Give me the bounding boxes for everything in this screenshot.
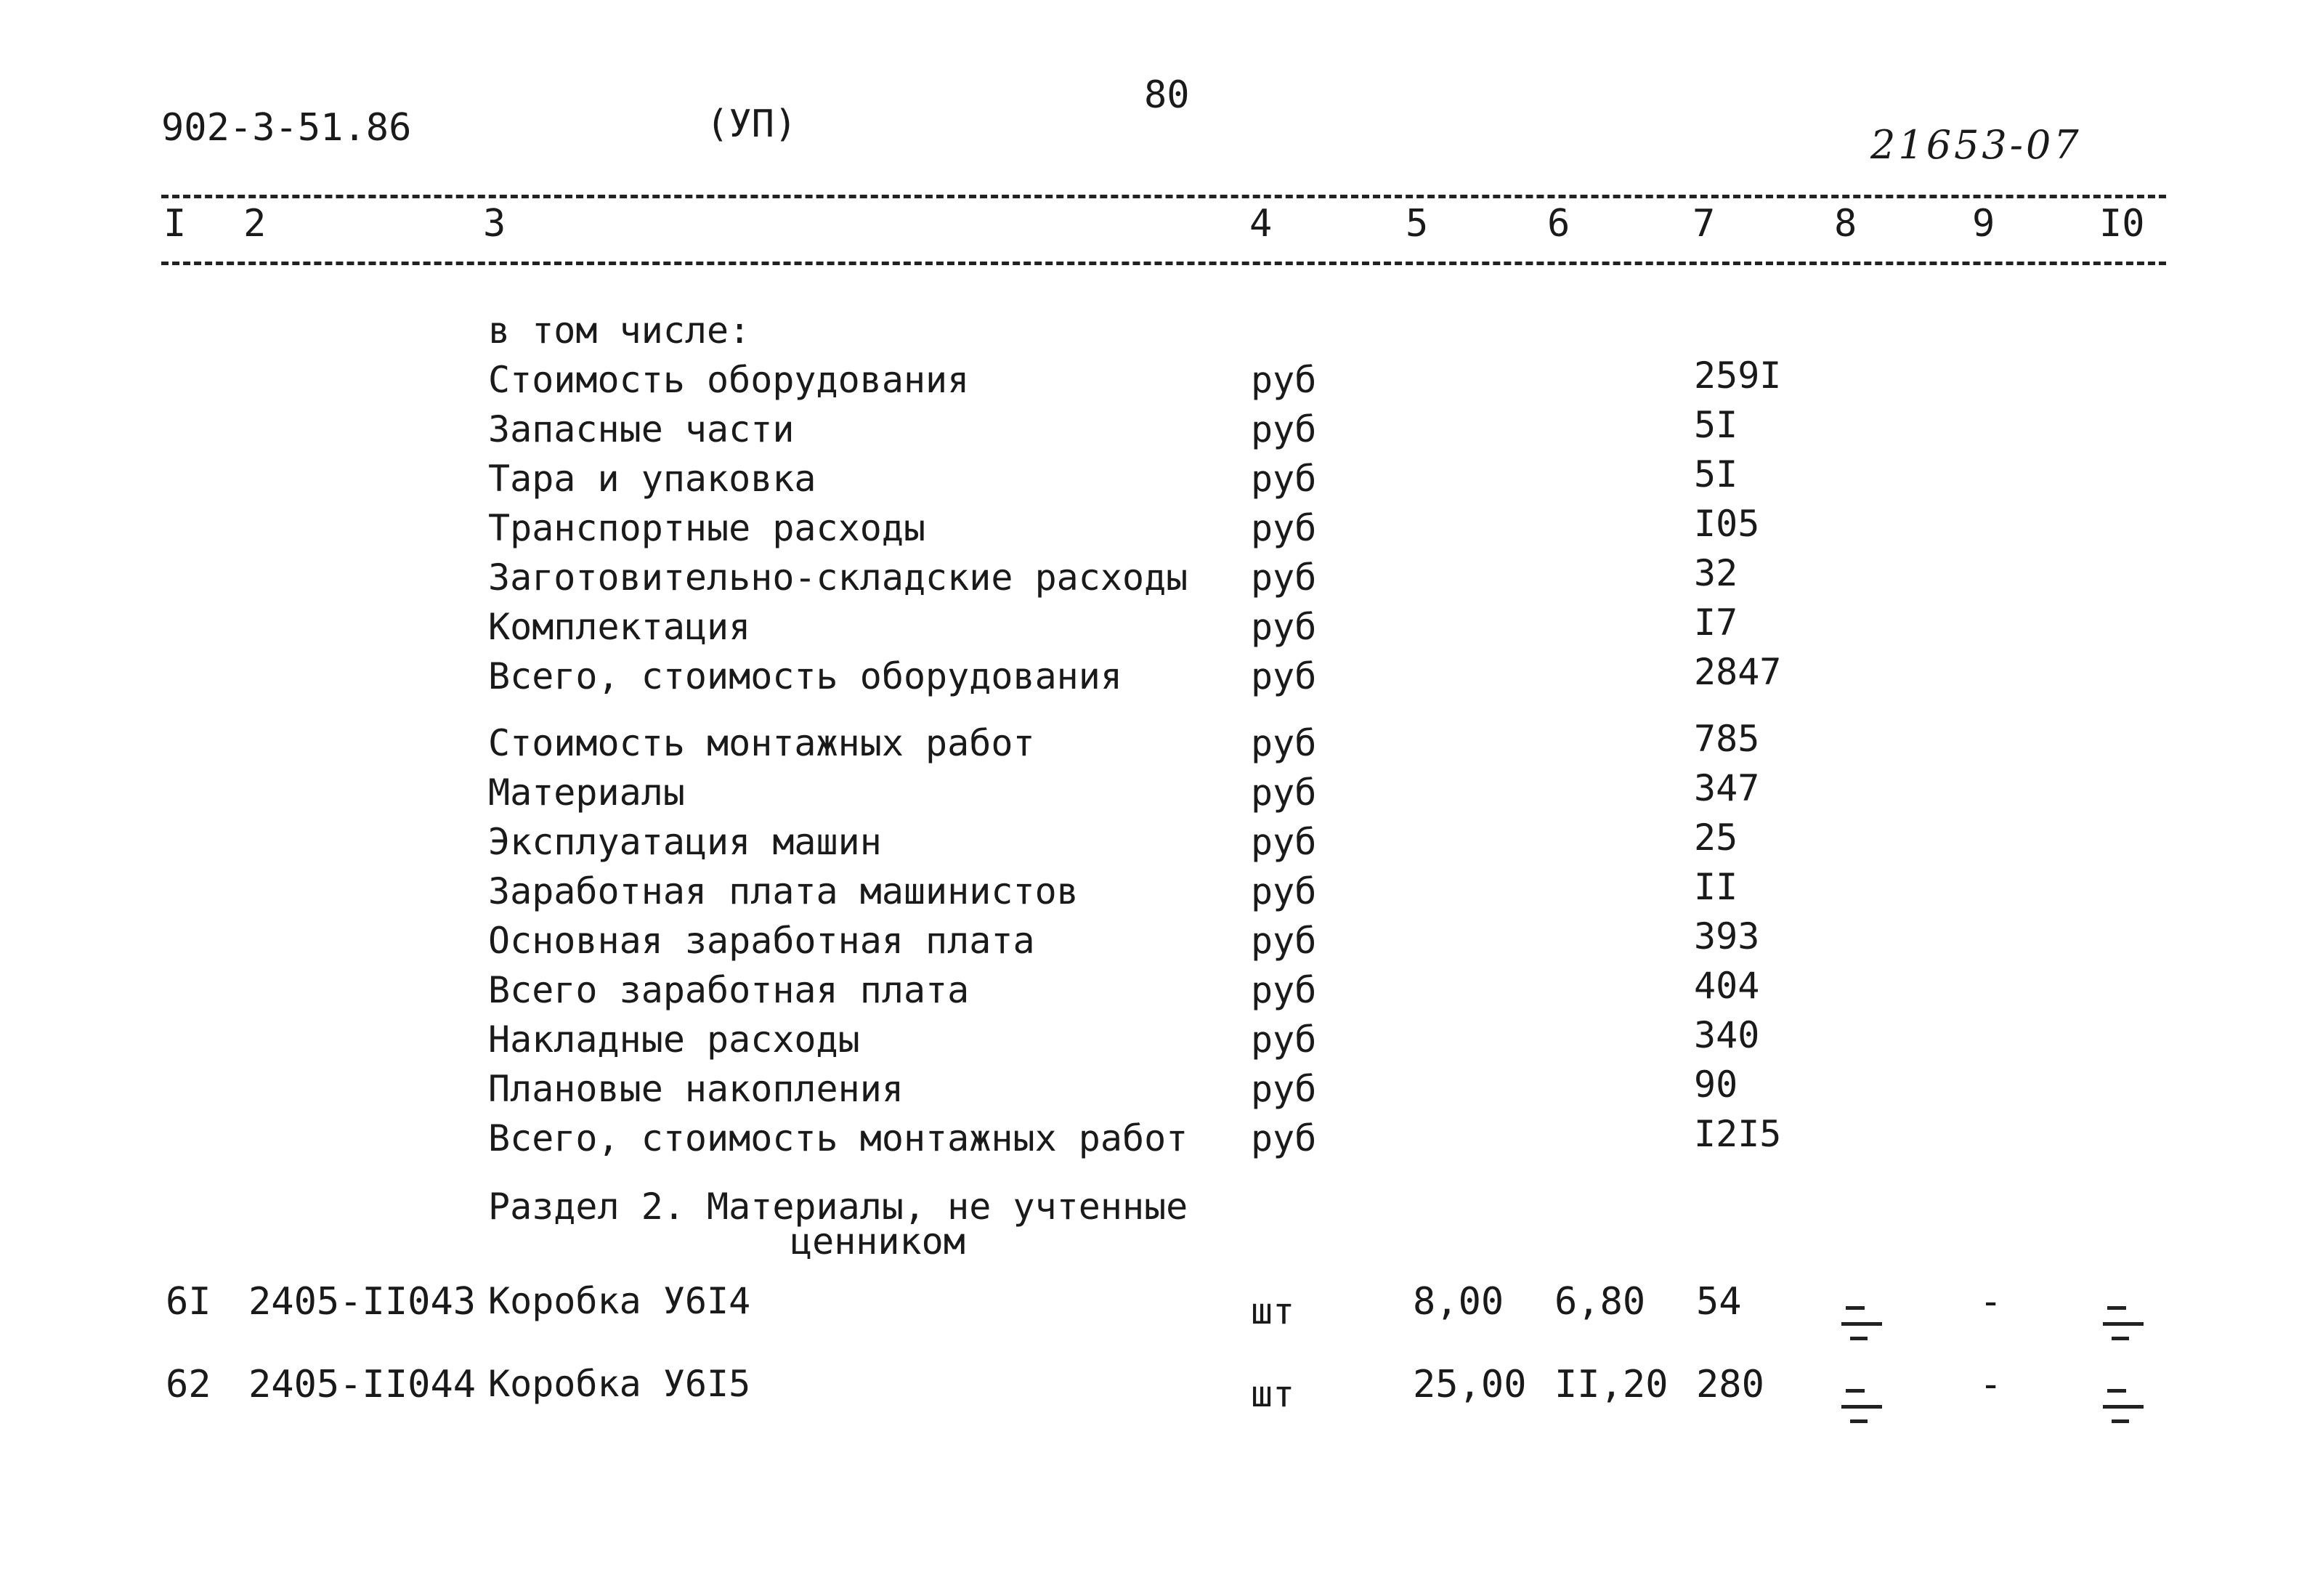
row-label: Основная заработная плата: [488, 920, 1035, 962]
row-unit: руб: [1251, 556, 1317, 599]
row-value: 90: [1694, 1064, 1738, 1106]
row-value: 393: [1694, 915, 1760, 957]
row-label: Заготовительно-складские расходы: [488, 556, 1188, 599]
ditto-mark: [2103, 1385, 2144, 1425]
row-value: I7: [1694, 601, 1738, 644]
row-unit: руб: [1251, 408, 1317, 450]
row-unit: руб: [1251, 1068, 1317, 1110]
row-unit: руб: [1251, 458, 1317, 500]
item-price: II,20: [1554, 1363, 1669, 1406]
item-total: 54: [1696, 1280, 1742, 1324]
row-unit: руб: [1251, 1117, 1317, 1159]
row-label: Транспортные расходы: [488, 507, 926, 549]
column-header-4: 4: [1249, 202, 1273, 246]
row-value: 5I: [1694, 404, 1738, 446]
page-number: 80: [1144, 73, 1190, 117]
row-label: Всего, стоимость монтажных работ: [488, 1117, 1188, 1159]
row-label: Стоимость монтажных работ: [488, 722, 1035, 764]
row-label: Комплектация: [488, 606, 751, 648]
column-header-9: 9: [1972, 202, 1995, 246]
row-value: 5I: [1694, 453, 1738, 495]
item-unit: шт: [1251, 1290, 1295, 1332]
row-label: Плановые накопления: [488, 1068, 904, 1110]
item-quantity: 25,00: [1413, 1363, 1527, 1406]
row-unit: руб: [1251, 1018, 1317, 1061]
row-value: 347: [1694, 767, 1760, 809]
item-col9: -: [1979, 1280, 2003, 1324]
column-header-8: 8: [1834, 202, 1857, 246]
row-unit: руб: [1251, 920, 1317, 962]
column-header-2: 2: [243, 202, 267, 246]
row-value: 340: [1694, 1014, 1760, 1056]
row-unit: руб: [1251, 606, 1317, 648]
row-unit: руб: [1251, 507, 1317, 549]
section-2-title-continued: ценником: [790, 1220, 965, 1263]
section-2-title: Раздел 2. Материалы, не учтенные: [488, 1186, 1188, 1228]
row-value: I2I5: [1694, 1113, 1782, 1155]
item-number: 6I: [166, 1280, 211, 1324]
row-value: 404: [1694, 965, 1760, 1007]
ditto-mark: [1841, 1302, 1882, 1342]
document-code: 902-3-51.86: [161, 106, 412, 150]
column-header-1: I: [163, 202, 187, 246]
item-col9: -: [1979, 1363, 2003, 1406]
row-value: 25: [1694, 817, 1738, 859]
ditto-mark: [1841, 1385, 1882, 1425]
handwritten-reference: 21653-07: [1870, 122, 2082, 168]
column-header-10: I0: [2099, 202, 2145, 246]
row-label: Запасные части: [488, 408, 795, 450]
item-number: 62: [166, 1363, 211, 1406]
item-total: 280: [1696, 1363, 1764, 1406]
row-label: Эксплуатация машин: [488, 821, 882, 863]
row-label: Всего, стоимость оборудования: [488, 655, 1122, 697]
row-label: Материалы: [488, 771, 685, 814]
item-name: Коробка У6I5: [488, 1363, 751, 1405]
row-label: Стоимость оборудования: [488, 359, 970, 401]
document-label: (УП): [706, 102, 798, 146]
row-unit: руб: [1251, 870, 1317, 912]
row-label: Накладные расходы: [488, 1018, 860, 1061]
section-intro: в том числе:: [488, 309, 751, 352]
column-header-3: 3: [483, 202, 506, 246]
row-unit: руб: [1251, 359, 1317, 401]
row-value: 259I: [1694, 355, 1782, 397]
column-header-7: 7: [1692, 202, 1716, 246]
row-unit: руб: [1251, 969, 1317, 1011]
item-price: 6,80: [1554, 1280, 1646, 1324]
row-label: Тара и упаковка: [488, 458, 816, 500]
item-name: Коробка У6I4: [488, 1280, 751, 1322]
item-code: 2405-II044: [248, 1363, 477, 1406]
item-code: 2405-II043: [248, 1280, 477, 1324]
row-value: 32: [1694, 552, 1738, 594]
header-rule-bottom: [161, 262, 2166, 265]
row-value: 2847: [1694, 651, 1782, 693]
column-header-6: 6: [1547, 202, 1570, 246]
column-header-5: 5: [1406, 202, 1429, 246]
row-label: Заработная плата машинистов: [488, 870, 1079, 912]
row-unit: руб: [1251, 722, 1317, 764]
row-value: 785: [1694, 718, 1760, 760]
item-unit: шт: [1251, 1373, 1295, 1415]
ditto-mark: [2103, 1302, 2144, 1342]
row-unit: руб: [1251, 821, 1317, 863]
row-label: Всего заработная плата: [488, 969, 970, 1011]
item-quantity: 8,00: [1413, 1280, 1504, 1324]
row-value: I05: [1694, 503, 1760, 545]
row-unit: руб: [1251, 655, 1317, 697]
header-rule-top: [161, 195, 2166, 198]
row-unit: руб: [1251, 771, 1317, 814]
row-value: II: [1694, 866, 1738, 908]
